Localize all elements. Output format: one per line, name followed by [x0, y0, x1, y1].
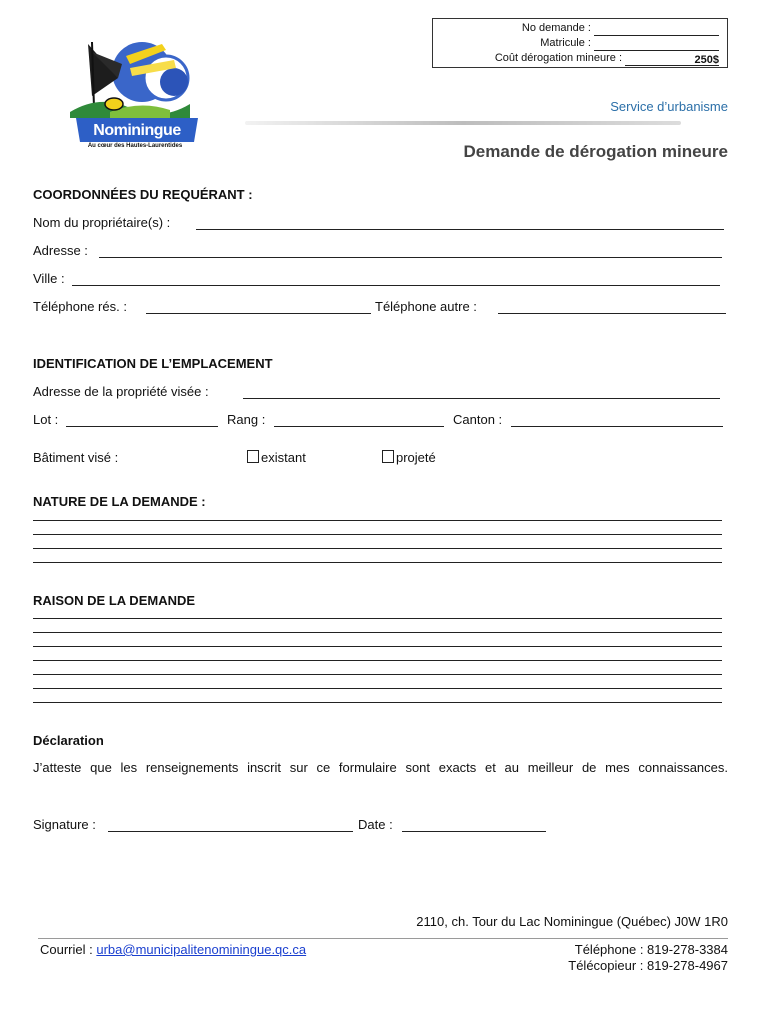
reason-heading: RAISON DE LA DEMANDE — [33, 593, 196, 608]
logo-tagline: Au cœur des Hautes-Laurentides — [87, 143, 183, 149]
request-no-row — [433, 21, 719, 36]
reason-line[interactable] — [33, 646, 722, 647]
reference-box — [432, 18, 728, 68]
cost-label: Coût dérogation mineure : — [494, 52, 622, 64]
page-title: Demande de dérogation mineure — [463, 142, 728, 161]
planned-label: projeté — [396, 450, 436, 465]
reason-line[interactable] — [33, 674, 722, 675]
email-link[interactable]: urba@municipalitenominingue.qc.ca — [96, 942, 307, 957]
option-planned[interactable] — [382, 450, 436, 465]
phone-other-label: Téléphone autre : — [375, 299, 477, 314]
nature-line[interactable] — [33, 562, 722, 563]
cost-row — [433, 51, 719, 66]
reason-line[interactable] — [33, 688, 722, 689]
cost-field — [625, 53, 719, 66]
email-label: Courriel : — [40, 942, 93, 957]
city-field[interactable] — [72, 272, 720, 286]
footer-address: 2110, ch. Tour du Lac Nominingue (Québec) J0W 1R0 — [416, 914, 728, 929]
footer-email-block — [40, 942, 306, 957]
city-label: Ville : — [33, 271, 65, 286]
declaration-heading: Déclaration — [33, 733, 104, 748]
address-label: Adresse : — [33, 243, 88, 258]
location-heading: IDENTIFICATION DE L’EMPLACEMENT — [33, 356, 273, 371]
footer-fax: Télécopieur : 819-278-4967 — [568, 958, 728, 973]
nature-heading: NATURE DE LA DEMANDE : — [33, 494, 206, 509]
nature-line[interactable] — [33, 548, 722, 549]
canton-field[interactable] — [511, 413, 723, 427]
reason-line[interactable] — [33, 618, 722, 619]
planned-checkbox[interactable] — [382, 450, 394, 463]
existing-label: existant — [261, 450, 306, 465]
signature-field[interactable] — [108, 818, 353, 832]
property-address-field[interactable] — [243, 385, 720, 399]
header-divider — [245, 121, 681, 125]
cost-amount: 250$ — [694, 54, 719, 66]
property-address-label: Adresse de la propriété visée : — [33, 384, 209, 399]
phone-home-label: Téléphone rés. : — [33, 299, 127, 314]
request-no-label: No demande : — [521, 22, 591, 34]
reason-line[interactable] — [33, 660, 722, 661]
canton-label: Canton : — [453, 412, 503, 427]
reason-line[interactable] — [33, 702, 722, 703]
rang-field[interactable] — [274, 413, 444, 427]
nature-line[interactable] — [33, 534, 722, 535]
address-field[interactable] — [99, 244, 722, 258]
owner-label: Nom du propriétaire(s) : — [33, 215, 171, 230]
owner-field[interactable] — [196, 216, 724, 230]
nature-line[interactable] — [33, 520, 722, 521]
signature-label: Signature : — [33, 817, 96, 832]
option-existing[interactable] — [247, 450, 306, 465]
date-label: Date : — [358, 817, 393, 832]
service-name: Service d’urbanisme — [610, 99, 728, 114]
lot-label: Lot : — [33, 412, 59, 427]
municipality-logo — [70, 38, 200, 154]
matricule-row — [433, 36, 719, 51]
existing-checkbox[interactable] — [247, 450, 259, 463]
date-field[interactable] — [402, 818, 546, 832]
footer-phone: Téléphone : 819-278-3384 — [574, 942, 728, 957]
applicant-heading: COORDONNÉES DU REQUÉRANT : — [33, 187, 253, 202]
building-label: Bâtiment visé : — [33, 450, 119, 465]
logo-name: Nominingue — [93, 122, 181, 139]
matricule-label: Matricule : — [540, 37, 591, 49]
reason-line[interactable] — [33, 632, 722, 633]
request-no-field[interactable] — [594, 23, 719, 36]
matricule-field[interactable] — [594, 38, 719, 51]
phone-other-field[interactable] — [498, 300, 726, 314]
footer-divider — [38, 938, 728, 939]
phone-home-field[interactable] — [146, 300, 371, 314]
rang-label: Rang : — [227, 412, 266, 427]
declaration-text: J’atteste que les renseignements inscrit sur ce formulaire sont exacts et au meilleur de mes connaissances. — [33, 760, 728, 775]
lot-field[interactable] — [66, 413, 218, 427]
